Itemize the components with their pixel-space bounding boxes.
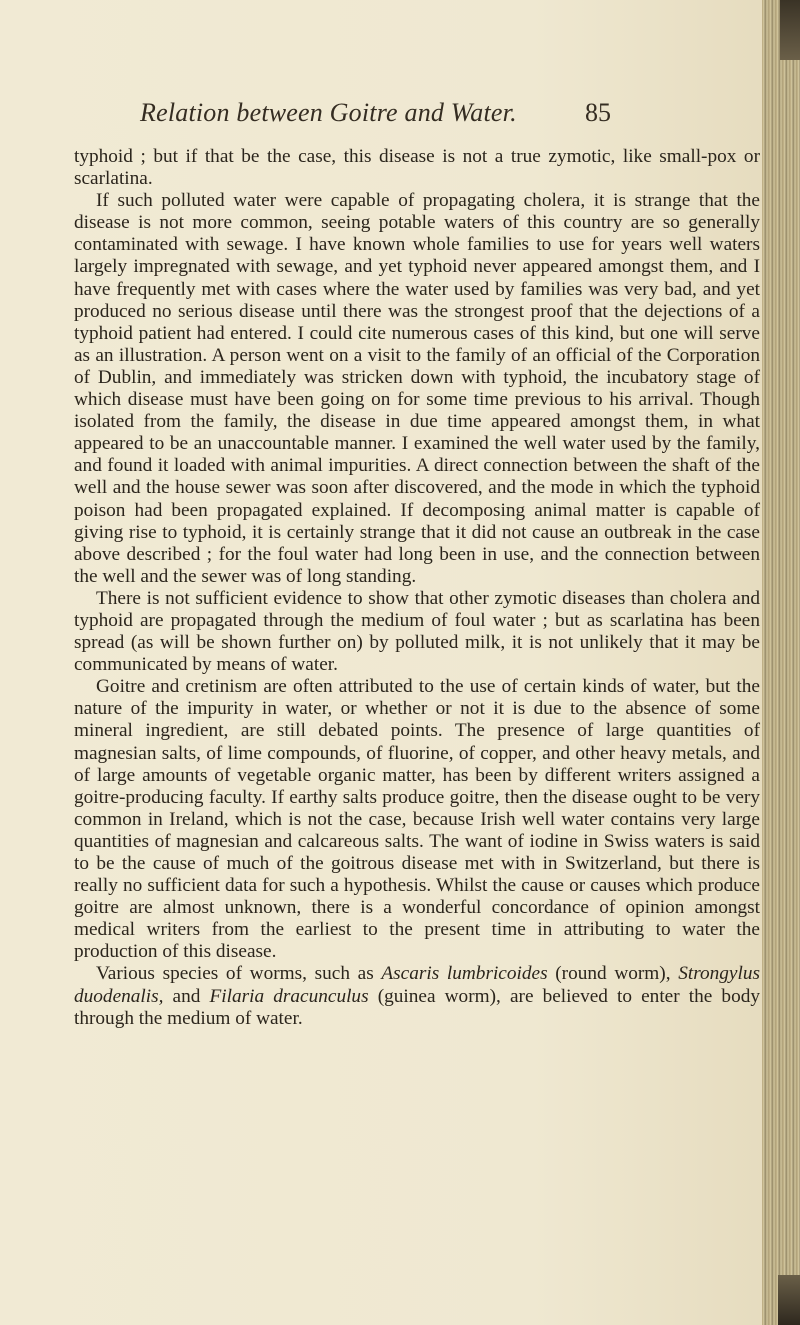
text-run: Various species of worms, such as <box>96 963 382 985</box>
text-run: (guinea worm), are believed to enter the body through the medium of water. <box>74 985 760 1029</box>
body-text <box>74 146 760 1030</box>
binding-shadow-bottom <box>778 1275 800 1325</box>
text-run: and <box>163 985 210 1007</box>
paragraph-worms <box>74 963 760 1029</box>
species-name: Filaria dracunculus <box>209 985 369 1007</box>
text-run: (round worm), <box>547 963 679 985</box>
book-page-edges <box>762 0 800 1325</box>
paragraph: Goitre and cretinism are often attributed to the use of certain kinds of water, but the nature of the impurity in water, or whether or not it is due to the absence of some mineral ingredient, are still debated points. The presence of large quantities of magnesian salts, of lime compounds, of fluorine, of copper, and other heavy metals, and of large amounts of vegetable organic matter, has been by different writers assigned a goitre-producing faculty. If earthy salts produce goitre, then the disease ought to be very common in Ireland, which is not the case, because Irish well water contains very large quantities of magnesian and calcareous salts. The want of iodine in Swiss waters is said to be the cause of much of the goitrous disease met with in Switzerland, but there is really no sufficient data for such a hypothesis. Whilst the cause or causes which produce goitre are almost unknown, there is a wonderful concordance of opinion amongst medical writers from the earliest to the present time in attributing to water the production of this disease. <box>74 676 760 963</box>
binding-shadow-top <box>780 0 800 60</box>
running-title: Relation between Goitre and Water. <box>140 98 517 127</box>
paragraph: If such polluted water were capable of propagating cholera, it is strange that the disease is not more common, seeing potable waters of this country are so generally contaminated with sewage. I have known whole families to use for years well waters largely impregnated with sewage, and yet typhoid never appeared amongst them, and I have frequently met with cases where the water used by families was very bad, and yet produced no serious disease until there was the strongest proof that the dejections of a typhoid patient had entered. I could cite numerous cases of this kind, but one will serve as an illustration. A person went on a visit to the family of an official of the Corporation of Dublin, and immediately was stricken down with typhoid, the incubatory stage of which disease must have been going on for some time previous to his arrival. Though isolated from the family, the disease in due time appeared amongst them, in what appeared to be an unaccountable manner. I examined the well water used by the family, and found it loaded with animal impurities. A direct connection between the shaft of the well and the house sewer was soon after discovered, and the mode in which the typhoid poison had been propagated explained. If decomposing animal matter is capable of giving rise to typhoid, it is certainly strange that it did not cause an outbreak in the case above described ; for the foul water had long been in use, and the connection between the well and the sewer was of long standing. <box>74 190 760 587</box>
species-name: Ascaris lumbricoides <box>381 963 548 985</box>
paragraph: typhoid ; but if that be the case, this disease is not a true zymotic, like small-pox or scarlatina. <box>74 146 760 190</box>
species-name: Strongylus duodenalis, <box>74 963 760 1007</box>
page-number: 85 <box>585 98 611 127</box>
paragraph: There is not sufficient evidence to show that other zymotic diseases than cholera and typhoid are propagated through the medium of foul water ; but as scarlatina has been spread (as will be shown further on) by polluted milk, it is not unlikely that it may be communicated by means of water. <box>74 587 760 676</box>
